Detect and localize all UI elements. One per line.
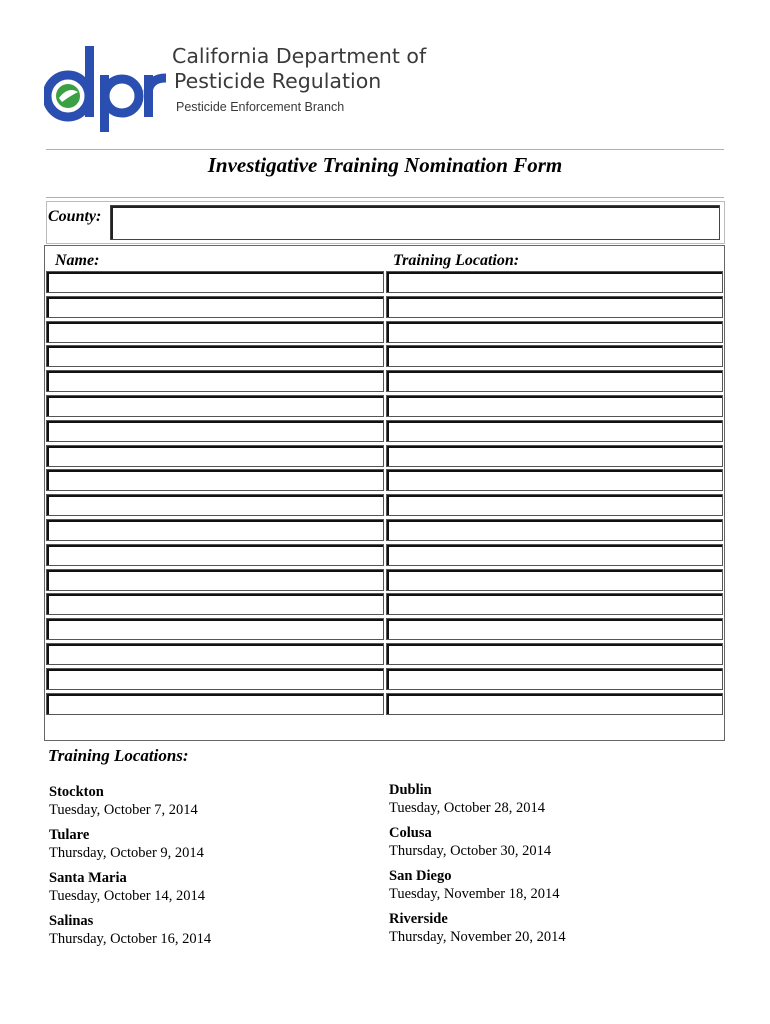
training-location-input[interactable]	[386, 643, 723, 665]
location-city: Santa Maria	[49, 870, 127, 886]
training-location-input[interactable]	[386, 370, 723, 392]
name-input[interactable]	[46, 469, 384, 491]
location-item	[49, 912, 211, 948]
training-location-input[interactable]	[386, 569, 723, 591]
training-location-input[interactable]	[386, 321, 723, 343]
location-date: Thursday, November 20, 2014	[389, 929, 566, 945]
training-location-input[interactable]	[386, 271, 723, 293]
name-input[interactable]	[46, 345, 384, 367]
location-city: Dublin	[389, 782, 432, 798]
training-location-input[interactable]	[386, 693, 723, 715]
name-input[interactable]	[46, 593, 384, 615]
location-date: Tuesday, October 7, 2014	[49, 802, 198, 818]
training-location-input[interactable]	[386, 618, 723, 640]
training-location-input[interactable]	[386, 544, 723, 566]
name-input[interactable]	[46, 370, 384, 392]
location-date: Thursday, October 9, 2014	[49, 845, 204, 861]
training-location-input[interactable]	[386, 296, 723, 318]
location-city: San Diego	[389, 868, 452, 884]
training-location-input[interactable]	[386, 420, 723, 442]
location-city: Salinas	[49, 913, 94, 929]
location-city: Colusa	[389, 825, 432, 841]
training-location-input[interactable]	[386, 494, 723, 516]
training-location-input[interactable]	[386, 345, 723, 367]
location-item	[49, 826, 204, 862]
name-input[interactable]	[46, 569, 384, 591]
name-input[interactable]	[46, 668, 384, 690]
name-input[interactable]	[46, 271, 384, 293]
location-date: Tuesday, October 14, 2014	[49, 888, 205, 904]
dpr-logo	[44, 40, 427, 135]
county-input[interactable]	[110, 205, 720, 240]
name-input[interactable]	[46, 395, 384, 417]
location-item	[389, 910, 566, 946]
location-item	[389, 781, 545, 817]
location-date: Tuesday, November 18, 2014	[389, 886, 560, 902]
location-city: Stockton	[49, 784, 104, 800]
logo-regulation-line: Pesticide Regulation	[174, 69, 382, 93]
logo-department-line: California Department of	[172, 44, 427, 68]
name-input[interactable]	[46, 643, 384, 665]
location-city: Riverside	[389, 911, 448, 927]
location-date: Thursday, October 16, 2014	[49, 931, 212, 947]
header-divider	[46, 149, 724, 150]
name-input[interactable]	[46, 544, 384, 566]
name-input[interactable]	[46, 420, 384, 442]
location-date: Thursday, October 30, 2014	[389, 843, 552, 859]
training-location-input[interactable]	[386, 593, 723, 615]
location-item	[49, 869, 205, 905]
name-input[interactable]	[46, 618, 384, 640]
name-input[interactable]	[46, 693, 384, 715]
location-city: Tulare	[49, 827, 90, 843]
location-date: Tuesday, October 28, 2014	[389, 800, 545, 816]
location-item	[389, 824, 551, 860]
location-column-header: Training Location:	[393, 252, 520, 269]
name-input[interactable]	[46, 445, 384, 467]
dpr-logo-mark-icon	[44, 40, 169, 132]
training-location-input[interactable]	[386, 445, 723, 467]
training-location-input[interactable]	[386, 668, 723, 690]
location-item	[49, 783, 198, 819]
name-input[interactable]	[46, 519, 384, 541]
name-input[interactable]	[46, 321, 384, 343]
name-column-header: Name:	[55, 252, 100, 269]
form-title: Investigative Training Nomination Form	[207, 153, 563, 177]
name-input[interactable]	[46, 296, 384, 318]
training-location-input[interactable]	[386, 395, 723, 417]
logo-branch-line: Pesticide Enforcement Branch	[176, 100, 345, 114]
nomination-table	[44, 245, 725, 741]
name-input[interactable]	[46, 494, 384, 516]
county-label: County:	[48, 208, 102, 225]
title-divider	[46, 197, 724, 198]
training-location-input[interactable]	[386, 469, 723, 491]
training-location-input[interactable]	[386, 519, 723, 541]
training-locations-heading: Training Locations:	[48, 746, 189, 765]
location-item	[389, 867, 560, 903]
